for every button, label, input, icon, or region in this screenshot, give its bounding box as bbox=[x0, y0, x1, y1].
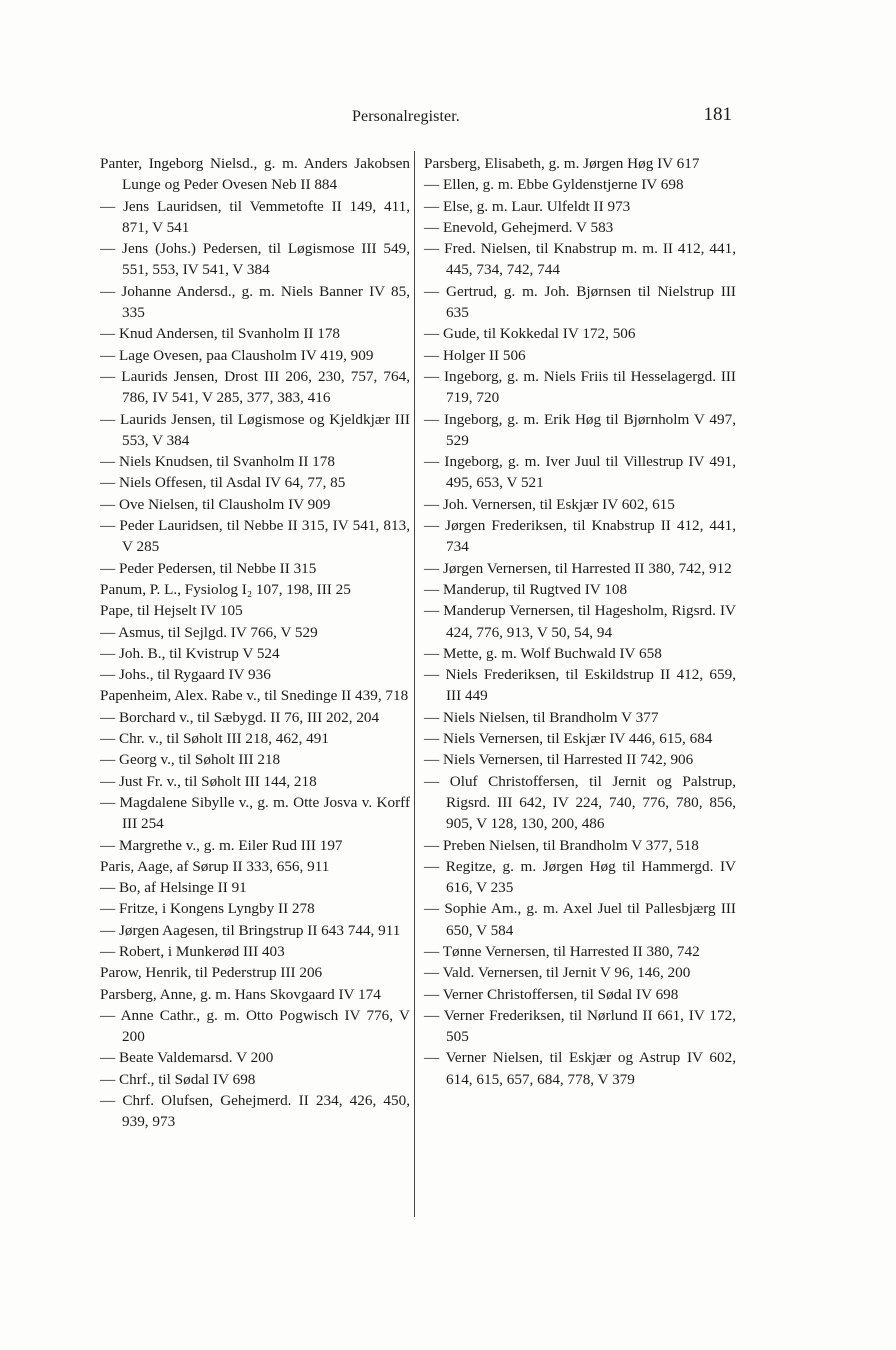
index-entry: — Laurids Jensen, til Løgismose og Kjeldkjær III 553, V 384 bbox=[100, 410, 410, 449]
index-entry: Parsberg, Elisabeth, g. m. Jørgen Høg IV 617 bbox=[424, 155, 700, 172]
index-entry: — Knud Andersen, til Svanholm II 178 bbox=[100, 325, 341, 343]
index-entry: — Peder Lauridsen, til Nebbe II 315, IV 541, 813, V 285 bbox=[100, 517, 410, 556]
index-entry: Panum, P. L., Fysiolog I₂ 107, 198, III 25 bbox=[100, 580, 351, 598]
index-entry: — Peder Pedersen, til Nebbe II 315 bbox=[100, 559, 317, 577]
index-entry: — Lage Ovesen, paa Clausholm IV 419, 909 bbox=[100, 346, 374, 364]
index-entry: — Niels Frederiksen, til Eskildstrup II 412, 659, III 449 bbox=[424, 666, 736, 705]
index-entry: — Mette, g. m. Wolf Buchwald IV 658 bbox=[424, 644, 662, 662]
index-entry: — Margrethe v., g. m. Eiler Rud III 197 bbox=[100, 836, 343, 854]
index-entry: — Jens (Johs.) Pedersen, til Løgismose III 549, 551, 553, IV 541, V 384 bbox=[100, 240, 410, 279]
index-entry: — Verner Nielsen, til Eskjær og Astrup IV 602, 614, 615, 657, 684, 778, V 379 bbox=[424, 1049, 736, 1088]
index-entry: — Joh. Vernersen, til Eskjær IV 602, 615 bbox=[424, 495, 675, 513]
index-entry: — Preben Nielsen, til Brandholm V 377, 518 bbox=[424, 836, 699, 854]
index-entry: — Ellen, g. m. Ebbe Gyldenstjerne IV 698 bbox=[424, 176, 684, 194]
index-entry: — Verner Frederiksen, til Nørlund II 661, IV 172, 505 bbox=[424, 1006, 736, 1046]
index-entry: — Jørgen Aagesen, til Bringstrup II 643 744, 911 bbox=[100, 921, 401, 939]
index-entry: — Jørgen Vernersen, til Harrested II 380, 742, 912 bbox=[424, 559, 732, 577]
index-entry: — Ingeborg, g. m. Erik Høg til Bjørnholm V 497, 529 bbox=[424, 410, 736, 449]
index-entry: — Jørgen Frederiksen, til Knabstrup II 412, 441, 734 bbox=[424, 517, 736, 556]
index-entry: Parow, Henrik, til Pederstrup III 206 bbox=[100, 964, 323, 982]
index-entry: — Niels Knudsen, til Svanholm II 178 bbox=[100, 453, 335, 471]
index-entry: — Laurids Jensen, Drost III 206, 230, 757, 764, 786, IV 541, V 285, 377, 383, 416 bbox=[100, 367, 410, 407]
page-title: Personalregister. bbox=[352, 108, 460, 125]
index-entry: — Asmus, til Sejlgd. IV 766, V 529 bbox=[100, 623, 318, 641]
index-entry: — Else, g. m. Laur. Ulfeldt II 973 bbox=[424, 197, 631, 215]
index-entry: — Chrf. Olufsen, Gehejmerd. II 234, 426, 450, 939, 973 bbox=[100, 1092, 410, 1131]
index-entry: — Oluf Christoffersen, til Jernit og Palstrup, Rigsrd. III 642, IV 224, 740, 776, 780, 856, 905, V 128, 130, 200, 486 bbox=[424, 772, 736, 833]
index-entry: — Manderup Vernersen, til Hagesholm, Rigsrd. IV 424, 776, 913, V 50, 54, 94 bbox=[424, 602, 736, 641]
index-entry: — Ingeborg, g. m. Niels Friis til Hesselagergd. III 719, 720 bbox=[424, 367, 736, 407]
index-entry: — Johanne Andersd., g. m. Niels Banner IV 85, 335 bbox=[100, 282, 410, 322]
running-header bbox=[100, 106, 736, 132]
index-entry: — Anne Cathr., g. m. Otto Pogwisch IV 776, V 200 bbox=[100, 1006, 410, 1046]
index-entry: — Manderup, til Rugtved IV 108 bbox=[424, 580, 628, 598]
index-entry: — Jens Lauridsen, til Vemmetofte II 149, 411, 871, V 541 bbox=[100, 197, 410, 236]
index-entry: Papenheim, Alex. Rabe v., til Snedinge II 439, 718 bbox=[100, 687, 409, 705]
index-entry: — Gude, til Kokkedal IV 172, 506 bbox=[424, 325, 636, 343]
index-entry: — Niels Nielsen, til Brandholm V 377 bbox=[424, 708, 659, 726]
column-divider bbox=[414, 151, 415, 1217]
index-entry: — Tønne Vernersen, til Harrested II 380, 742 bbox=[424, 942, 700, 960]
index-entry: — Beate Valdemarsd. V 200 bbox=[100, 1049, 274, 1067]
index-entry: — Just Fr. v., til Søholt III 144, 218 bbox=[100, 772, 317, 790]
index-entry: — Vald. Vernersen, til Jernit V 96, 146, 200 bbox=[424, 964, 691, 982]
index-entry: — Chr. v., til Søholt III 218, 462, 491 bbox=[100, 730, 329, 748]
index-entry: — Holger II 506 bbox=[424, 346, 526, 364]
left-column bbox=[100, 153, 410, 1133]
index-entry: Paris, Aage, af Sørup II 333, 656, 911 bbox=[100, 857, 330, 875]
index-entry: — Ove Nielsen, til Clausholm IV 909 bbox=[100, 495, 331, 513]
index-entry: Pape, til Hejselt IV 105 bbox=[100, 602, 243, 620]
index-entry: — Niels Vernersen, til Eskjær IV 446, 615, 684 bbox=[424, 730, 713, 748]
index-entry: — Regitze, g. m. Jørgen Høg til Hammergd. IV 616, V 235 bbox=[424, 857, 736, 897]
index-entry: — Verner Christoffersen, til Sødal IV 698 bbox=[424, 985, 679, 1003]
index-entry: — Sophie Am., g. m. Axel Juel til Pallesbjærg III 650, V 584 bbox=[424, 900, 736, 939]
index-entry: — Joh. B., til Kvistrup V 524 bbox=[100, 644, 280, 662]
index-entry: — Gertrud, g. m. Joh. Bjørnsen til Nielstrup III 635 bbox=[424, 282, 736, 322]
page-number: 181 bbox=[703, 104, 732, 125]
index-entry: — Niels Vernersen, til Harrested II 742, 906 bbox=[424, 751, 694, 769]
index-entry: — Robert, i Munkerød III 403 bbox=[100, 942, 285, 960]
right-column bbox=[424, 153, 736, 1090]
index-entry: Panter, Ingeborg Nielsd., g. m. Anders Jakobsen Lunge og Peder Ovesen Neb II 884 bbox=[100, 155, 410, 194]
index-entry: — Georg v., til Søholt III 218 bbox=[100, 751, 281, 769]
index-entry: — Enevold, Gehejmerd. V 583 bbox=[424, 218, 614, 236]
index-entry: — Chrf., til Sødal IV 698 bbox=[100, 1070, 256, 1088]
index-entry: — Ingeborg, g. m. Iver Juul til Villestrup IV 491, 495, 653, V 521 bbox=[424, 453, 736, 492]
index-entry: — Johs., til Rygaard IV 936 bbox=[100, 666, 271, 684]
index-entry: — Borchard v., til Sæbygd. II 76, III 202, 204 bbox=[100, 708, 380, 726]
index-entry: — Fritze, i Kongens Lyngby II 278 bbox=[100, 900, 315, 918]
index-entry: — Bo, af Helsinge II 91 bbox=[100, 879, 247, 897]
index-entry: Parsberg, Anne, g. m. Hans Skovgaard IV 174 bbox=[100, 985, 381, 1003]
index-entry: — Magdalene Sibylle v., g. m. Otte Josva v. Korff III 254 bbox=[100, 793, 410, 833]
index-entry: — Niels Offesen, til Asdal IV 64, 77, 85 bbox=[100, 474, 346, 492]
index-entry: — Fred. Nielsen, til Knabstrup m. m. II 412, 441, 445, 734, 742, 744 bbox=[424, 240, 736, 279]
